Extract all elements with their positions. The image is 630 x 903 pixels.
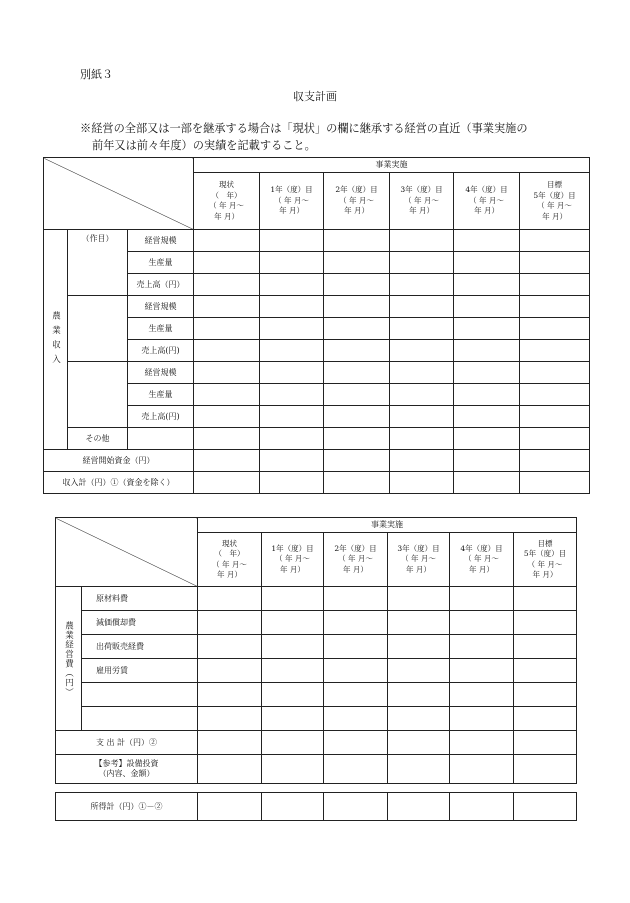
- investment-label: 【参考】設備投資 （内容、金額）: [56, 755, 198, 784]
- data-cell[interactable]: [198, 659, 262, 683]
- data-cell[interactable]: [450, 611, 514, 635]
- data-cell[interactable]: [454, 318, 520, 340]
- data-cell[interactable]: [194, 406, 260, 428]
- data-cell[interactable]: [454, 450, 520, 472]
- data-cell[interactable]: [454, 362, 520, 384]
- data-cell[interactable]: [520, 472, 590, 494]
- data-cell[interactable]: [454, 384, 520, 406]
- data-cell[interactable]: [324, 318, 390, 340]
- income-total-label: 収入計（円）①（資金を除く）: [44, 472, 194, 494]
- data-cell[interactable]: [514, 793, 577, 821]
- profit-total-label: 所得計（円）①－②: [56, 793, 198, 821]
- data-cell[interactable]: [194, 274, 260, 296]
- data-cell[interactable]: [260, 362, 324, 384]
- data-cell[interactable]: [454, 296, 520, 318]
- page-title: 収支計画: [293, 90, 337, 103]
- data-cell[interactable]: [194, 340, 260, 362]
- other-detail-cell[interactable]: [128, 428, 194, 450]
- data-cell[interactable]: [388, 793, 450, 821]
- data-cell[interactable]: [514, 707, 577, 731]
- data-cell[interactable]: [198, 683, 262, 707]
- data-cell[interactable]: [520, 428, 590, 450]
- data-cell[interactable]: [514, 731, 577, 755]
- data-cell[interactable]: [390, 252, 454, 274]
- data-cell[interactable]: [262, 707, 324, 731]
- data-cell[interactable]: [260, 450, 324, 472]
- data-cell[interactable]: [520, 450, 590, 472]
- data-cell[interactable]: [390, 406, 454, 428]
- data-cell[interactable]: [324, 731, 388, 755]
- data-cell[interactable]: [260, 428, 324, 450]
- data-cell[interactable]: [194, 362, 260, 384]
- expense-item-blank[interactable]: [82, 707, 198, 731]
- data-cell[interactable]: [450, 587, 514, 611]
- data-cell[interactable]: [454, 252, 520, 274]
- data-cell[interactable]: [520, 252, 590, 274]
- header-diagonal-cell: [44, 158, 194, 230]
- data-cell[interactable]: [198, 611, 262, 635]
- col-current: 現状 （ 年） （ 年 月～ 年 月）: [194, 173, 260, 230]
- data-cell[interactable]: [324, 428, 390, 450]
- col-current: 現状 （ 年） （ 年 月～ 年 月）: [198, 533, 262, 587]
- data-cell[interactable]: [194, 428, 260, 450]
- data-cell[interactable]: [324, 635, 388, 659]
- data-cell[interactable]: [388, 587, 450, 611]
- data-cell[interactable]: [454, 274, 520, 296]
- data-cell[interactable]: [262, 683, 324, 707]
- row-label-scale: 経営規模: [128, 230, 194, 252]
- data-cell[interactable]: [514, 611, 577, 635]
- data-cell[interactable]: [262, 755, 324, 784]
- row-label-production: 生産量: [128, 318, 194, 340]
- data-cell[interactable]: [262, 587, 324, 611]
- header-diagonal-cell: [56, 518, 198, 587]
- data-cell[interactable]: [260, 252, 324, 274]
- data-cell[interactable]: [450, 659, 514, 683]
- data-cell[interactable]: [260, 472, 324, 494]
- expense-item-label: 雇用労賃: [82, 659, 198, 683]
- expense-table: [55, 517, 577, 784]
- data-cell[interactable]: [260, 318, 324, 340]
- data-cell[interactable]: [262, 659, 324, 683]
- data-cell[interactable]: [262, 731, 324, 755]
- data-cell[interactable]: [514, 683, 577, 707]
- data-cell[interactable]: [454, 340, 520, 362]
- data-cell[interactable]: [450, 635, 514, 659]
- crop-label: （作目）: [68, 230, 128, 296]
- note-line-1: ※経営の全部又は一部を継承する場合は「現状」の欄に継承する経営の直近（事業実施の: [80, 122, 528, 135]
- data-cell[interactable]: [260, 274, 324, 296]
- data-cell[interactable]: [324, 274, 390, 296]
- data-cell[interactable]: [324, 340, 390, 362]
- data-cell[interactable]: [388, 707, 450, 731]
- data-cell[interactable]: [324, 707, 388, 731]
- data-cell[interactable]: [194, 318, 260, 340]
- row-label-sales: 売上高（円）: [128, 274, 194, 296]
- data-cell[interactable]: [260, 340, 324, 362]
- expense-item-blank[interactable]: [82, 683, 198, 707]
- data-cell[interactable]: [324, 362, 390, 384]
- data-cell[interactable]: [388, 683, 450, 707]
- row-label-production: 生産量: [128, 252, 194, 274]
- data-cell[interactable]: [520, 384, 590, 406]
- col-year4: 4年（度）目 （ 年 月～ 年 月）: [450, 533, 514, 587]
- data-cell[interactable]: [324, 659, 388, 683]
- row-label-production: 生産量: [128, 384, 194, 406]
- data-cell[interactable]: [324, 587, 388, 611]
- data-cell[interactable]: [520, 318, 590, 340]
- data-cell[interactable]: [514, 635, 577, 659]
- data-cell[interactable]: [324, 472, 390, 494]
- start-capital-label: 経営開始資金（円）: [44, 450, 194, 472]
- data-cell[interactable]: [324, 611, 388, 635]
- data-cell[interactable]: [198, 793, 262, 821]
- col-year2: 2年（度）目 （ 年 月～ 年 月）: [324, 173, 390, 230]
- data-cell[interactable]: [454, 230, 520, 252]
- data-cell[interactable]: [324, 384, 390, 406]
- data-cell[interactable]: [390, 318, 454, 340]
- data-cell[interactable]: [260, 296, 324, 318]
- data-cell[interactable]: [514, 659, 577, 683]
- data-cell[interactable]: [198, 707, 262, 731]
- data-cell[interactable]: [450, 731, 514, 755]
- data-cell[interactable]: [390, 472, 454, 494]
- data-cell[interactable]: [324, 230, 390, 252]
- row-label-scale: 経営規模: [128, 296, 194, 318]
- data-cell[interactable]: [198, 731, 262, 755]
- data-cell[interactable]: [390, 362, 454, 384]
- col-year2: 2年（度）目 （ 年 月～ 年 月）: [324, 533, 388, 587]
- data-cell[interactable]: [260, 384, 324, 406]
- profit-table: [55, 792, 577, 821]
- data-cell[interactable]: [198, 587, 262, 611]
- note-line-2: 前年又は前々年度）の実績を記載すること。: [92, 139, 316, 152]
- income-table: [43, 157, 590, 494]
- col-target: 目標 5年（度）目 （ 年 月～ 年 月）: [514, 533, 577, 587]
- col-year1: 1年（度）目 （ 年 月～ 年 月）: [260, 173, 324, 230]
- data-cell[interactable]: [450, 707, 514, 731]
- other-label: その他: [68, 428, 128, 450]
- data-cell[interactable]: [520, 362, 590, 384]
- data-cell[interactable]: [324, 793, 388, 821]
- data-cell[interactable]: [324, 683, 388, 707]
- data-cell[interactable]: [198, 755, 262, 784]
- data-cell[interactable]: [324, 296, 390, 318]
- data-cell[interactable]: [324, 450, 390, 472]
- data-cell[interactable]: [194, 230, 260, 252]
- col-year3: 3年（度）目 （ 年 月～ 年 月）: [390, 173, 454, 230]
- data-cell[interactable]: [390, 428, 454, 450]
- income-section-label: 農業収入: [44, 230, 68, 450]
- data-cell[interactable]: [520, 406, 590, 428]
- data-cell[interactable]: [390, 274, 454, 296]
- data-cell[interactable]: [390, 340, 454, 362]
- document-reference-label: 別紙３: [80, 68, 113, 81]
- row-label-sales: 売上高(円): [128, 340, 194, 362]
- data-cell[interactable]: [388, 635, 450, 659]
- expense-item-label: 原材料費: [82, 587, 198, 611]
- data-cell[interactable]: [388, 611, 450, 635]
- data-cell[interactable]: [514, 587, 577, 611]
- data-cell[interactable]: [260, 406, 324, 428]
- data-cell[interactable]: [514, 755, 577, 784]
- instruction-note: [80, 120, 528, 154]
- data-cell[interactable]: [324, 252, 390, 274]
- data-cell[interactable]: [194, 450, 260, 472]
- data-cell[interactable]: [390, 450, 454, 472]
- project-header: 事業実施: [198, 518, 577, 533]
- col-target: 目標 5年（度）目 （ 年 月～ 年 月）: [520, 173, 590, 230]
- data-cell[interactable]: [194, 296, 260, 318]
- data-cell[interactable]: [198, 635, 262, 659]
- project-header: 事業実施: [194, 158, 590, 173]
- data-cell[interactable]: [450, 755, 514, 784]
- col-year1: 1年（度）目 （ 年 月～ 年 月）: [262, 533, 324, 587]
- data-cell[interactable]: [454, 472, 520, 494]
- row-label-sales: 売上高(円): [128, 406, 194, 428]
- data-cell[interactable]: [520, 274, 590, 296]
- data-cell[interactable]: [520, 296, 590, 318]
- data-cell[interactable]: [262, 793, 324, 821]
- data-cell[interactable]: [194, 252, 260, 274]
- data-cell[interactable]: [450, 793, 514, 821]
- expense-item-label: 減価償却費: [82, 611, 198, 635]
- data-cell[interactable]: [194, 472, 260, 494]
- data-cell[interactable]: [450, 683, 514, 707]
- data-cell[interactable]: [388, 731, 450, 755]
- col-year3: 3年（度）目 （ 年 月～ 年 月）: [388, 533, 450, 587]
- data-cell[interactable]: [390, 296, 454, 318]
- data-cell[interactable]: [262, 635, 324, 659]
- crop-cell[interactable]: [68, 296, 128, 362]
- col-year4: 4年（度）目 （ 年 月～ 年 月）: [454, 173, 520, 230]
- data-cell[interactable]: [520, 230, 590, 252]
- data-cell[interactable]: [262, 611, 324, 635]
- data-cell[interactable]: [260, 230, 324, 252]
- expense-section-label: 農業経営費（円）: [56, 587, 82, 731]
- crop-cell[interactable]: [68, 362, 128, 428]
- data-cell[interactable]: [390, 230, 454, 252]
- data-cell[interactable]: [454, 428, 520, 450]
- data-cell[interactable]: [388, 659, 450, 683]
- data-cell[interactable]: [390, 384, 454, 406]
- data-cell[interactable]: [324, 406, 390, 428]
- expense-item-label: 出荷販売経費: [82, 635, 198, 659]
- expense-total-label: 支 出 計（円）②: [56, 731, 198, 755]
- data-cell[interactable]: [454, 406, 520, 428]
- row-label-scale: 経営規模: [128, 362, 194, 384]
- data-cell[interactable]: [194, 384, 260, 406]
- data-cell[interactable]: [388, 755, 450, 784]
- data-cell[interactable]: [324, 755, 388, 784]
- data-cell[interactable]: [520, 340, 590, 362]
